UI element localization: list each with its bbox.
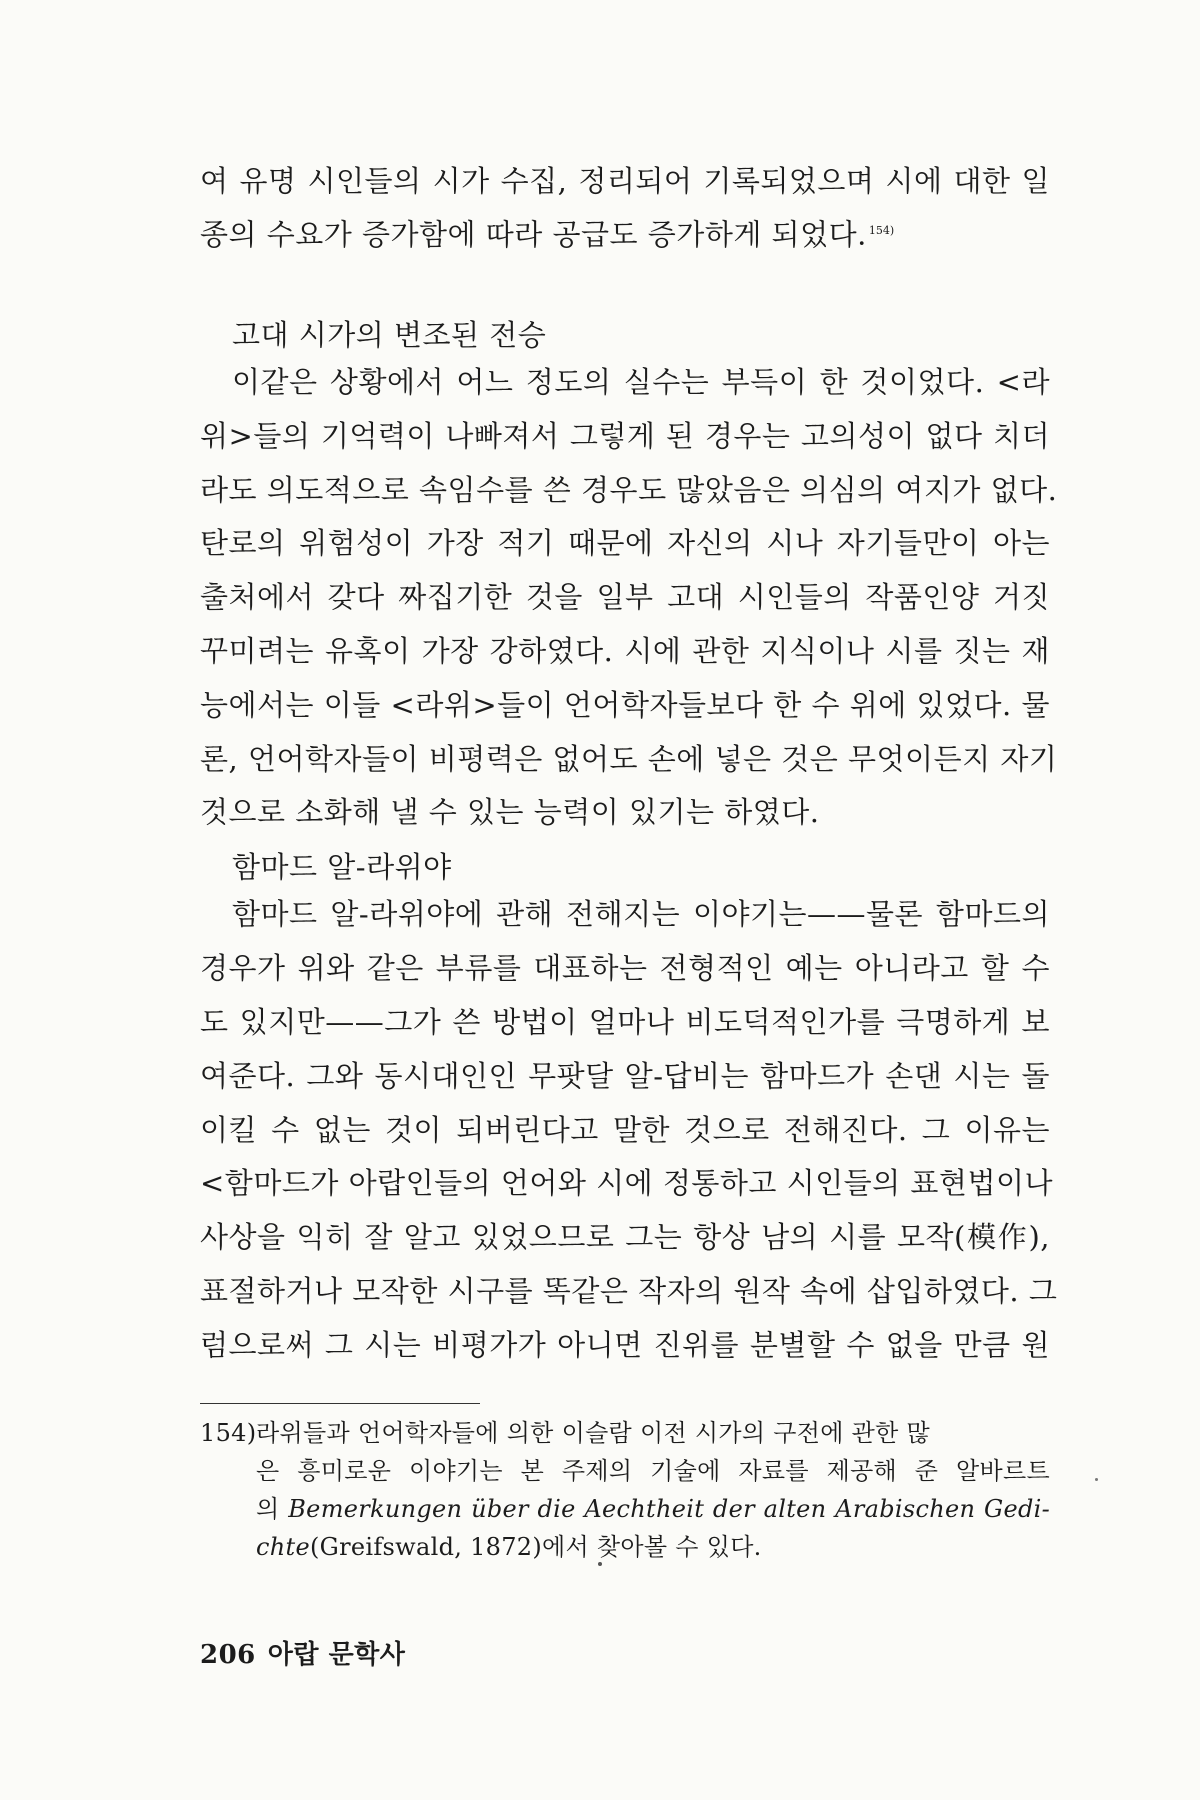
text-line: 표절하거나 모작한 시구를 똑같은 작자의 원작 속에 삽입하였다. 그: [200, 1274, 1058, 1309]
text-line: 도 있지만——그가 쓴 방법이 얼마나 비도덕적인가를 극명하게 보: [200, 1004, 1050, 1039]
text-line: 탄로의 위험성이 가장 적기 때문에 자신의 시나 자기들만이 아는: [200, 526, 1050, 561]
footnote-line: [200, 1414, 1050, 1452]
speck-mark: [598, 1562, 602, 1566]
text-line: 사상을 익히 잘 알고 있었으므로 그는 항상 남의 시를 모작(模作),: [200, 1220, 1050, 1255]
footnote-text: 의: [256, 1495, 289, 1523]
speck-mark: [1095, 1478, 1098, 1481]
footnote-reference[interactable]: 154): [868, 224, 895, 237]
text-line: 출처에서 갖다 짜집기한 것을 일부 고대 시인들의 작품인양 거짓: [200, 580, 1050, 615]
section-heading: 고대 시가의 변조된 전승: [232, 318, 547, 352]
footnote: [200, 1414, 1050, 1566]
text-line: 것으로 소화해 낼 수 있는 능력이 있기는 하였다.: [200, 795, 820, 830]
footnote-line: [200, 1528, 1050, 1566]
text-line: 라도 의도적으로 속임수를 쓴 경우도 많았음은 의심의 여지가 없다.: [200, 472, 1058, 507]
running-title: 아랍 문학사: [267, 1640, 406, 1670]
book-title-italic: chte: [256, 1533, 310, 1561]
text-line: 이같은 상황에서 어느 정도의 실수는 부득이 한 것이었다. <라: [232, 365, 1050, 399]
footnote-line: [200, 1490, 1050, 1528]
page-footer: [200, 1634, 405, 1671]
section-2-paragraph: [200, 888, 1058, 1373]
text-line: 론, 언어학자들이 비평력은 없어도 손에 넣은 것은 무엇이든지 자기: [200, 741, 1058, 776]
book-title-italic: Bemerkungen über die Aechtheit der alten Arabischen Gedi-: [288, 1495, 1050, 1523]
text-line: <함마드가 아랍인들의 언어와 시에 정통하고 시인들의 표현법이나: [200, 1166, 1053, 1201]
footnote-divider: [200, 1403, 480, 1404]
intro-paragraph: [200, 156, 1050, 256]
text-line: 여 유명 시인들의 시가 수집, 정리되어 기록되었으며 시에 대한 일: [200, 164, 1050, 198]
footnote-text: (Greifswald, 1872)에서 찾아볼 수 있다.: [309, 1533, 762, 1561]
text-line: 여준다. 그와 동시대인인 무팟달 알-답비는 함마드가 손댄 시는 돌: [200, 1058, 1050, 1093]
text-line: 위>들의 기억력이 나빠져서 그렇게 된 경우는 고의성이 없다 치더: [200, 418, 1050, 453]
text-line: 이킬 수 없는 것이 되버린다고 말한 것으로 전해진다. 그 이유는: [200, 1112, 1050, 1147]
footnote-number: 154): [200, 1419, 257, 1447]
text-line-content: 종의 수요가 증가함에 따라 공급도 증가하게 되었다.: [200, 217, 867, 252]
footnote-line: 은 흥미로운 이야기는 본 주제의 기술에 자료를 제공해 준 알바르트: [256, 1457, 1050, 1485]
text-line: 경우가 위와 같은 부류를 대표하는 전형적인 예는 아니라고 할 수: [200, 950, 1050, 985]
text-line: 꾸미려는 유혹이 가장 강하였다. 시에 관한 지식이나 시를 짓는 재: [200, 633, 1050, 668]
text-line: [200, 206, 1050, 256]
text-line: 럼으로써 그 시는 비평가가 아니면 진위를 분별할 수 없을 만큼 원: [200, 1328, 1050, 1363]
section-1-paragraph: [200, 356, 1058, 840]
text-line: 함마드 알-라위야에 관해 전해지는 이야기는——물론 함마드의: [232, 897, 1050, 931]
page-number: 206: [200, 1640, 256, 1670]
section-heading: 함마드 알-라위야: [232, 850, 452, 884]
footnote-text: 라위들과 언어학자들에 의한 이슬람 이전 시가의 구전에 관한 많: [256, 1419, 931, 1447]
text-line: 능에서는 이들 <라위>들이 언어학자들보다 한 수 위에 있었다. 물: [200, 687, 1050, 722]
